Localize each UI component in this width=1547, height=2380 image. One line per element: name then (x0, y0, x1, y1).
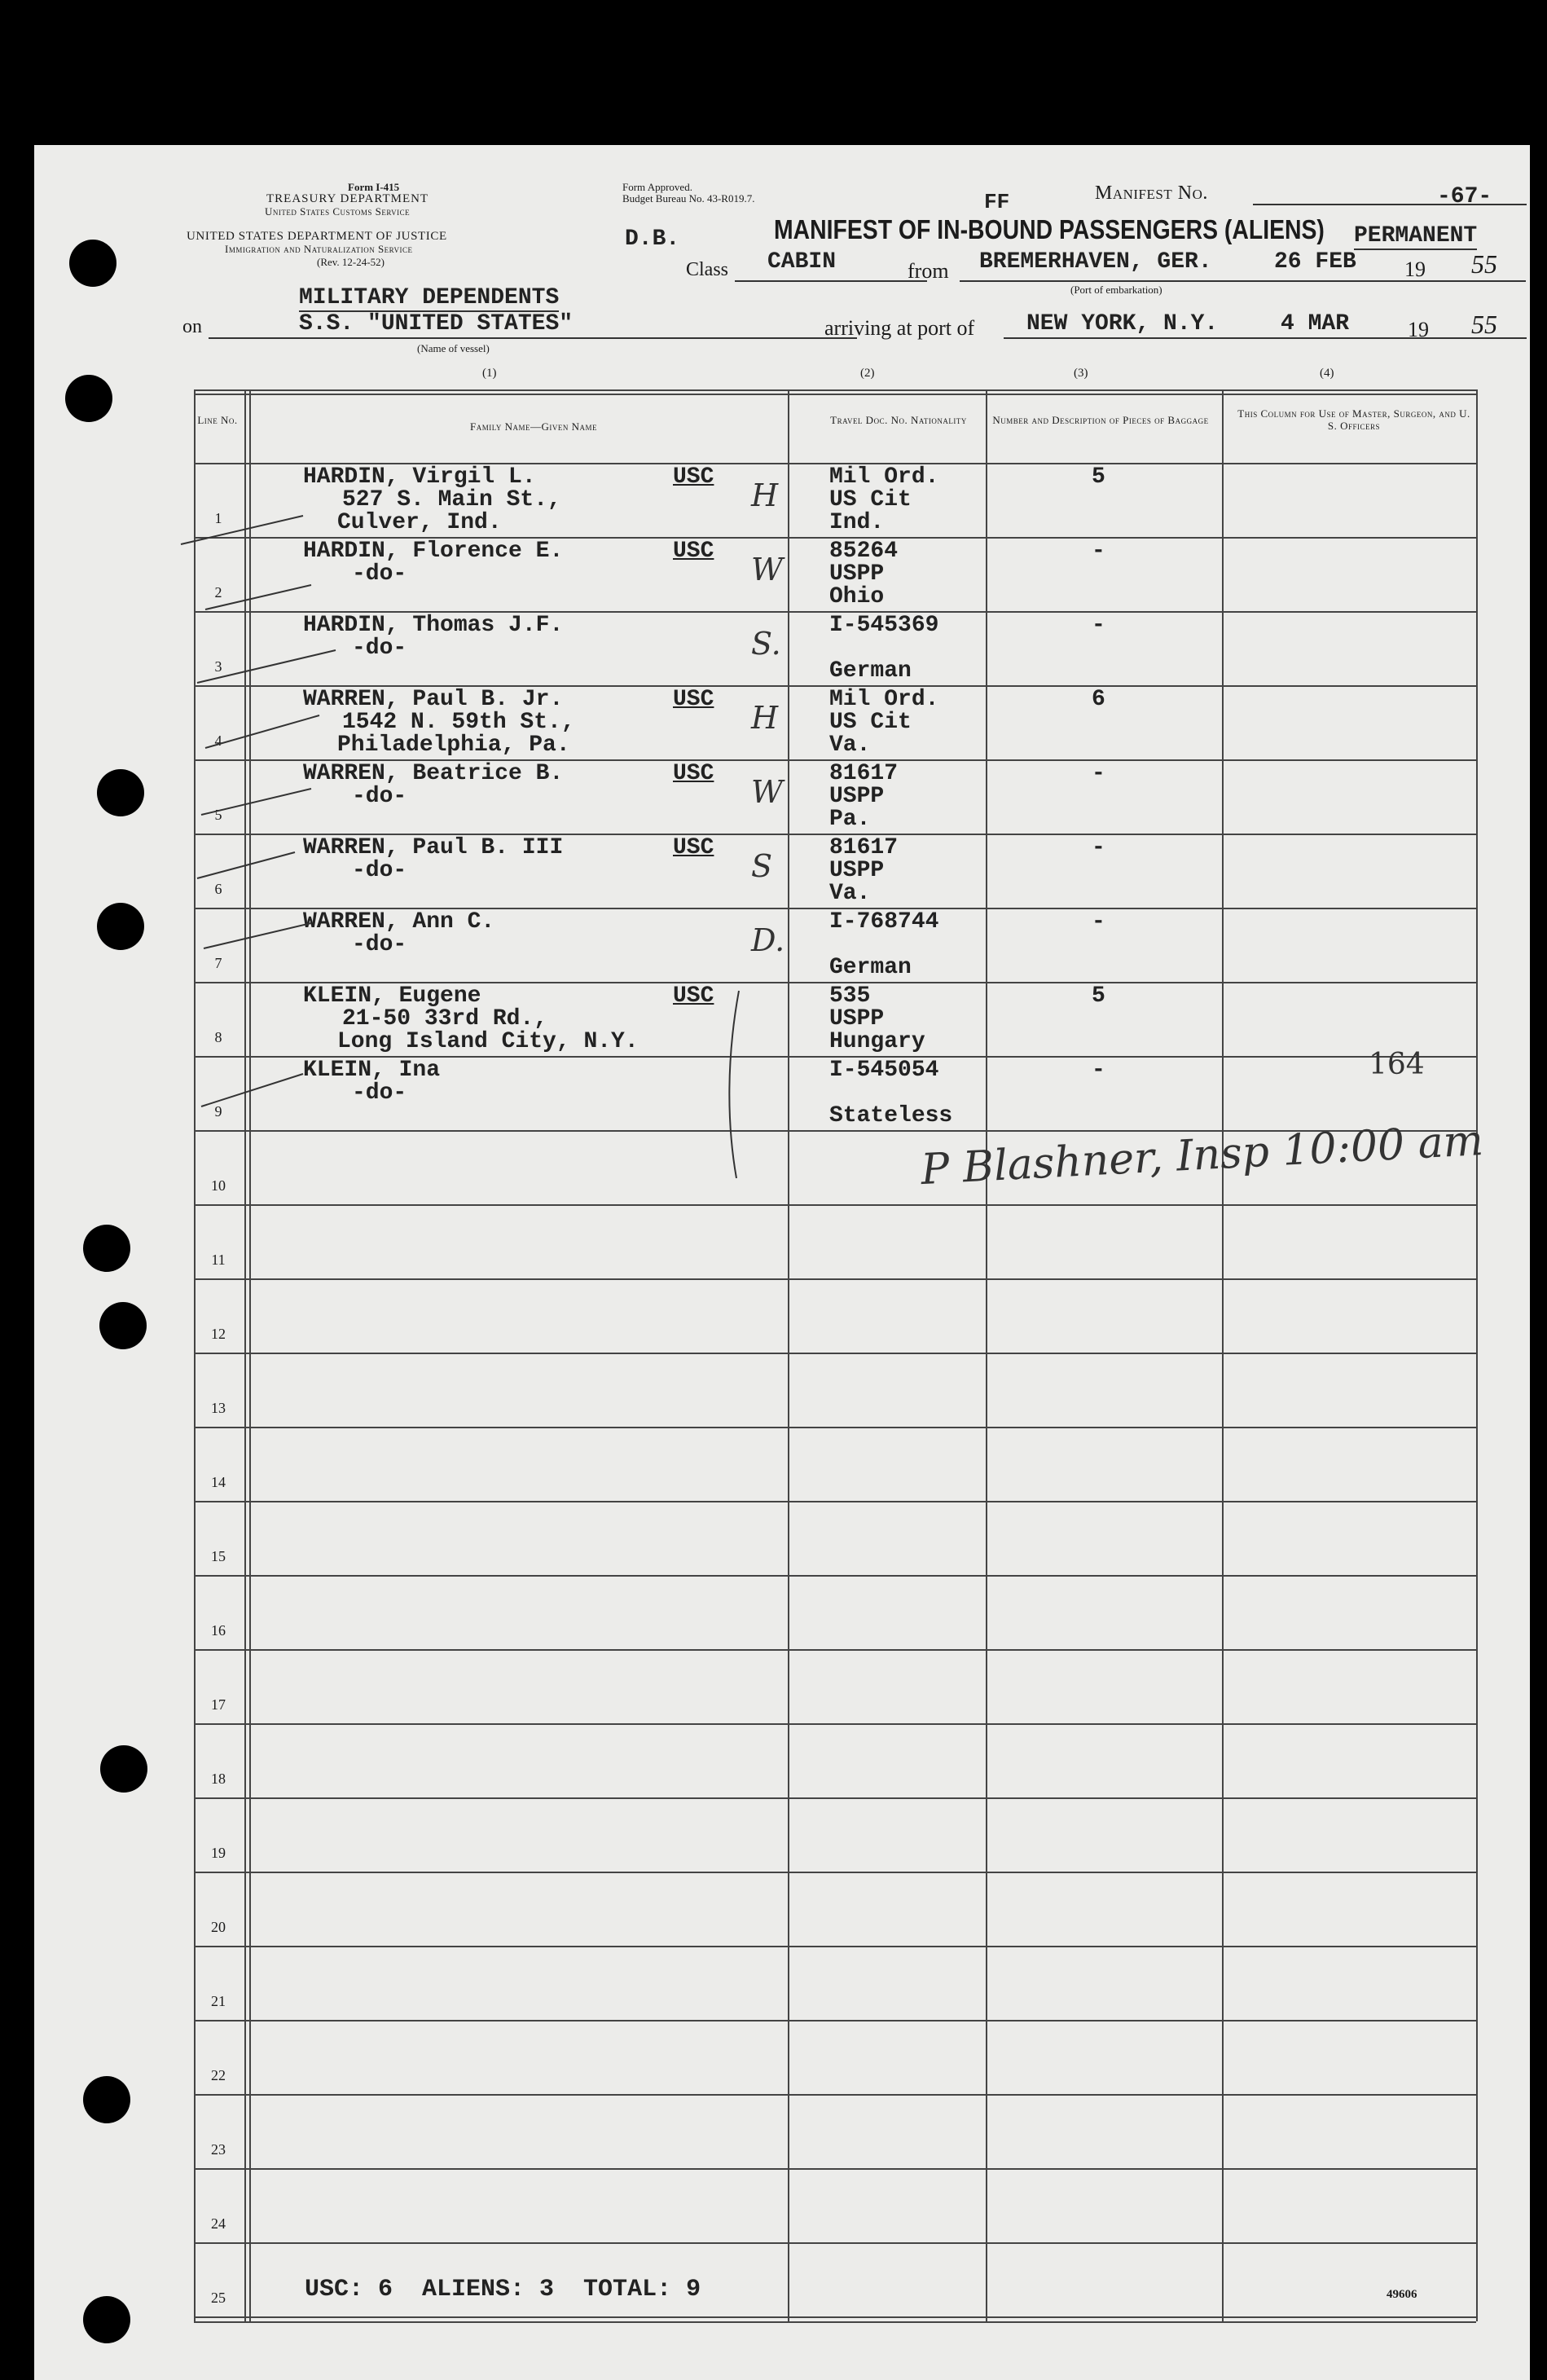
arrival-port: NEW YORK, N.Y. (1026, 311, 1219, 337)
permanent-stamp: PERMANENT (1354, 223, 1478, 249)
passenger-address-1: 527 S. Main St., (342, 487, 561, 513)
row-number: 22 (211, 2067, 226, 2083)
passenger-address-1: 21-50 33rd Rd., (342, 1006, 548, 1032)
manifest-no-label: Manifest No. (1095, 183, 1208, 204)
citizenship-usc: USC (673, 539, 714, 564)
row-number: 6 (214, 881, 222, 897)
row-rule (194, 2020, 1476, 2021)
nationality: Pa. (829, 807, 871, 832)
arriving-label: arriving at port of (824, 316, 975, 340)
row-number: 17 (211, 1696, 226, 1713)
travel-doc-number: I-545054 (829, 1058, 939, 1083)
row-rule (194, 1204, 1476, 1206)
passenger-address-1: -do- (352, 636, 407, 661)
nationality: Ind. (829, 510, 885, 535)
travel-doc-line-2: USPP (829, 1006, 885, 1032)
class-line (735, 280, 927, 282)
row-rule (194, 1353, 1476, 1354)
row-rule (194, 2316, 1476, 2318)
row-rule (194, 2242, 1476, 2244)
baggage-count: - (1092, 613, 1105, 638)
passenger-name: KLEIN, Eugene (303, 983, 481, 1009)
punch-hole (83, 2296, 130, 2343)
passenger-address-1: 1542 N. 59th St., (342, 710, 575, 735)
line-no-divider (244, 389, 246, 2321)
nationality: German (829, 658, 912, 684)
row-number: 11 (211, 1252, 226, 1268)
row-rule (194, 1427, 1476, 1428)
manifest-title: MANIFEST OF IN-BOUND PASSENGERS (ALIENS) (774, 214, 1325, 244)
col-number-3: (3) (1074, 367, 1088, 380)
inspector-signature: P Blashner, Insp 10:00 am (919, 1115, 1485, 1195)
row-number: 4 (214, 732, 222, 749)
port-caption: (Port of embarkation) (1070, 284, 1162, 296)
travel-doc-number: I-545369 (829, 613, 939, 638)
row-number: 24 (211, 2215, 226, 2232)
row-number: 16 (211, 1622, 226, 1639)
row-number: 8 (214, 1029, 222, 1045)
officer-number: 164 (1369, 1048, 1425, 1081)
class-value: CABIN (767, 249, 837, 275)
baggage-count: - (1092, 539, 1105, 564)
passenger-address-1: -do- (352, 858, 407, 883)
doc-divider (986, 389, 987, 2321)
passenger-name: WARREN, Paul B. III (303, 835, 564, 860)
family-relation-mark: H (751, 477, 779, 513)
baggage-count: 6 (1092, 687, 1105, 712)
form-approved: Form Approved. (622, 181, 692, 193)
vessel-caption: (Name of vessel) (417, 342, 490, 354)
vessel-name: S.S. "UNITED STATES" (299, 311, 574, 337)
baggage-count: - (1092, 1058, 1105, 1083)
form-code: 49606 (1387, 2288, 1417, 2301)
passenger-address-2: Long Island City, N.Y. (337, 1029, 639, 1054)
left-border (194, 389, 196, 2321)
passenger-address-1: -do- (352, 1080, 407, 1106)
citizenship-usc: USC (673, 761, 714, 786)
from-line (960, 280, 1526, 282)
travel-doc-line-2: USPP (829, 561, 885, 587)
name-divider (788, 389, 789, 2321)
travel-doc-line-2: USPP (829, 784, 885, 809)
citizenship-usc: USC (673, 687, 714, 712)
row-rule (194, 1278, 1476, 1280)
travel-doc-line-2: USPP (829, 858, 885, 883)
baggage-count: - (1092, 909, 1105, 935)
travel-doc-number: Mil Ord. (829, 464, 939, 490)
passenger-name: WARREN, Beatrice B. (303, 761, 564, 786)
embark-port: BREMERHAVEN, GER. (979, 249, 1212, 275)
header-travel-doc: Travel Doc. No. Nationality (830, 414, 967, 426)
header-officers: This Column for Use of Master, Surgeon, and U. S. Officers (1237, 407, 1470, 432)
arrival-year-prefix: 19 (1408, 318, 1429, 341)
header-line-no: Line No. (197, 414, 238, 426)
on-label: on (182, 316, 202, 337)
row-rule (194, 1575, 1476, 1577)
family-relation-mark: S. (751, 626, 781, 662)
revision: (Rev. 12-24-52) (317, 256, 385, 268)
baggage-count: - (1092, 761, 1105, 786)
punch-hole (97, 769, 144, 816)
punch-hole (69, 240, 116, 287)
arrival-line (1004, 337, 1527, 339)
travel-doc-number: 535 (829, 983, 871, 1009)
header-family-name: Family Name—Given Name (470, 420, 597, 433)
row-rule (194, 1872, 1476, 1873)
embark-year: 55 (1471, 249, 1497, 279)
citizenship-usc: USC (673, 464, 714, 490)
punch-hole (83, 1225, 130, 1272)
right-border (1476, 389, 1478, 2321)
nationality: Hungary (829, 1029, 925, 1054)
travel-doc-number: Mil Ord. (829, 687, 939, 712)
col-number-2: (2) (860, 367, 875, 380)
baggage-count: - (1092, 835, 1105, 860)
row-number: 25 (211, 2290, 226, 2306)
travel-doc-number: 81617 (829, 835, 899, 860)
embark-year-prefix: 19 (1404, 257, 1426, 281)
arrival-date: 4 MAR (1281, 311, 1350, 337)
travel-doc-number: I-768744 (829, 909, 939, 935)
baggage-count: 5 (1092, 983, 1105, 1009)
row-number: 3 (214, 658, 222, 675)
line-no-divider-inner (249, 389, 251, 2321)
row-number: 14 (211, 1474, 226, 1490)
col-number-4: (4) (1320, 367, 1334, 380)
header-baggage: Number and Description of Pieces of Baggage (992, 414, 1209, 426)
nationality: Ohio (829, 584, 885, 609)
family-relation-mark: H (751, 700, 779, 736)
row-number: 9 (214, 1103, 222, 1120)
citizenship-usc: USC (673, 835, 714, 860)
customs-service: United States Customs Service (265, 205, 411, 218)
punch-hole (97, 903, 144, 950)
totals-line: USC: 6 ALIENS: 3 TOTAL: 9 (305, 2276, 701, 2303)
justice-dept: UNITED STATES DEPARTMENT OF JUSTICE (187, 230, 447, 243)
family-relation-mark: S (751, 848, 773, 884)
row-rule (194, 1649, 1476, 1651)
row-number: 12 (211, 1326, 226, 1342)
manifest-sheet (34, 145, 1530, 2380)
punch-hole (65, 375, 112, 422)
class-label: Class (686, 259, 729, 280)
nationality: Va. (829, 881, 871, 906)
passenger-name: HARDIN, Virgil L. (303, 464, 536, 490)
travel-doc-number: 85264 (829, 539, 899, 564)
family-relation-mark: W (751, 774, 784, 810)
citizenship-usc: USC (673, 983, 714, 1009)
row-rule (194, 1797, 1476, 1799)
manifest-no-value: -67- (1437, 184, 1492, 209)
ins-service: Immigration and Naturalization Service (225, 243, 413, 255)
passenger-address-1: -do- (352, 932, 407, 957)
passenger-name: KLEIN, Ina (303, 1058, 441, 1083)
punch-hole (99, 1302, 147, 1349)
military-dependents: MILITARY DEPENDENTS (299, 285, 560, 310)
punch-hole (100, 1745, 147, 1793)
row-number: 19 (211, 1845, 226, 1861)
travel-doc-number: 81617 (829, 761, 899, 786)
treasury-dept: TREASURY DEPARTMENT (266, 192, 429, 205)
embark-date: 26 FEB (1274, 249, 1356, 275)
row-number: 21 (211, 1993, 226, 2009)
row-number: 13 (211, 1400, 226, 1416)
passenger-name: HARDIN, Florence E. (303, 539, 564, 564)
table-top-border-inner (194, 394, 1476, 395)
row-number: 2 (214, 584, 222, 600)
family-relation-mark: W (751, 552, 784, 587)
row-rule (194, 2094, 1476, 2096)
passenger-address-1: -do- (352, 561, 407, 587)
budget-bureau: Budget Bureau No. 43-R019.7. (622, 192, 755, 205)
passenger-name: HARDIN, Thomas J.F. (303, 613, 564, 638)
passenger-address-2: Philadelphia, Pa. (337, 732, 570, 758)
passenger-name: WARREN, Paul B. Jr. (303, 687, 564, 712)
baggage-count: 5 (1092, 464, 1105, 490)
row-number: 23 (211, 2141, 226, 2158)
from-label: from (908, 259, 949, 283)
passenger-address-2: Culver, Ind. (337, 510, 502, 535)
row-rule (194, 1946, 1476, 1947)
nationality: German (829, 955, 912, 980)
baggage-divider (1222, 389, 1224, 2321)
db-stamp: D.B. (625, 227, 680, 252)
row-number: 10 (211, 1177, 226, 1194)
row-rule (194, 1723, 1476, 1725)
table-top-border (194, 389, 1476, 391)
row-number: 1 (214, 510, 222, 526)
passenger-address-1: -do- (352, 784, 407, 809)
row-number: 5 (214, 807, 222, 823)
ff-stamp: FF (984, 190, 1010, 214)
table-bottom-border (194, 2321, 1476, 2323)
nationality: Va. (829, 732, 871, 758)
row-number: 20 (211, 1919, 226, 1935)
passenger-name: WARREN, Ann C. (303, 909, 495, 935)
row-rule (194, 1501, 1476, 1502)
row-number: 7 (214, 955, 222, 971)
col-number-1: (1) (482, 367, 497, 380)
travel-doc-line-2: US Cit (829, 487, 912, 513)
family-relation-mark: D. (751, 922, 785, 958)
row-rule (194, 2168, 1476, 2170)
nationality: Stateless (829, 1103, 953, 1128)
row-number: 15 (211, 1548, 226, 1564)
punch-hole (83, 2076, 130, 2123)
travel-doc-line-2: US Cit (829, 710, 912, 735)
form-number: Form I-415 (348, 181, 400, 193)
row-number: 18 (211, 1771, 226, 1787)
pen-strokes (34, 145, 1530, 2380)
arrival-year: 55 (1471, 310, 1497, 339)
vessel-line (209, 337, 857, 339)
